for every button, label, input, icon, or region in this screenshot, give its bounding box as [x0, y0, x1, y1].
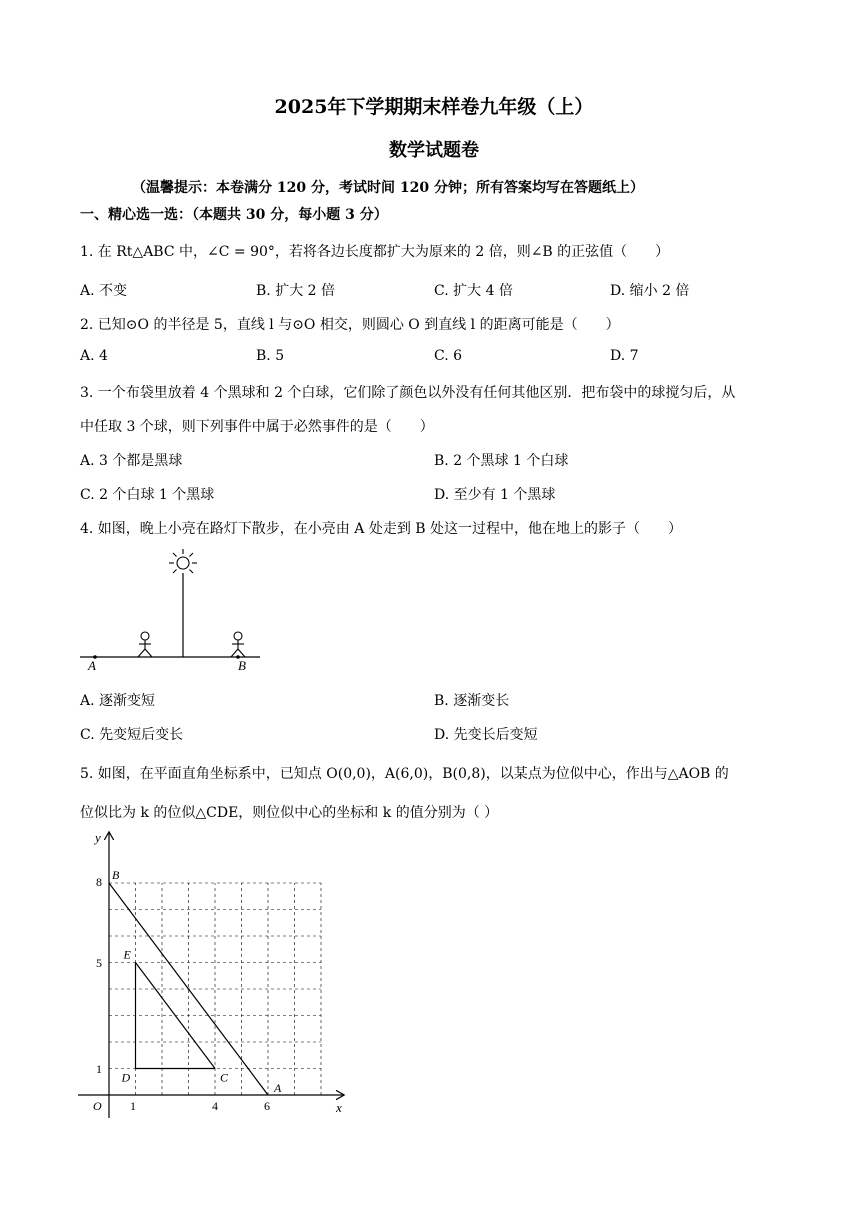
- q3-option-b: B. 2 个黑球 1 个白球: [434, 453, 569, 469]
- dashed-grid: [109, 883, 321, 1095]
- point-d-label: D: [121, 1070, 131, 1085]
- lamp-icon: [169, 549, 197, 573]
- q2-option-b: B. 5: [256, 348, 285, 364]
- y-tick-1: 1: [96, 1062, 102, 1076]
- q3-option-c: C. 2 个白球 1 个黑球: [80, 487, 215, 503]
- question-3-line2: 中任取 3 个球，则下列事件中属于必然事件的是（ ）: [80, 419, 434, 435]
- point-a-label: A: [274, 1081, 282, 1095]
- y-tick-5: 5: [96, 956, 102, 970]
- q1-option-a: A. 不变: [80, 283, 128, 299]
- q2-option-c: C. 6: [434, 348, 463, 364]
- person-left-icon: [138, 632, 152, 657]
- question-3-line1: 3. 一个布袋里放着 4 个黑球和 2 个白球，它们除了颜色以外没有任何其他区别．把布袋中的球搅匀后，从: [80, 385, 736, 401]
- question-2-text: 2. 已知⊙O 的半径是 5，直线 l 与⊙O 相交，则圆心 O 到直线 l 的距离可能是（ ）: [80, 317, 620, 333]
- q3-option-a: A. 3 个都是黑球: [80, 453, 183, 469]
- q1-option-d: D. 缩小 2 倍: [610, 283, 690, 299]
- exam-subtitle: 数学试题卷: [389, 140, 479, 161]
- exam-tip: （温馨提示：本卷满分 120 分，考试时间 120 分钟；所有答案均写在答题纸上）: [132, 180, 644, 196]
- q1-option-c: C. 扩大 4 倍: [434, 283, 513, 299]
- point-c-label: C: [220, 1070, 229, 1085]
- origin-label: O: [93, 1099, 102, 1113]
- question-5-line1: 5. 如图，在平面直角坐标系中，已知点 O(0,0)，A(6,0)，B(0,8)，以某点为位似中心，作出与△AOB 的: [80, 766, 729, 782]
- q3-option-d: D. 至少有 1 个黑球: [434, 487, 556, 503]
- question-5-line2: 位似比为 k 的位似△CDE，则位似中心的坐标和 k 的值分别为（ ）: [80, 805, 499, 821]
- coordinate-figure: [78, 825, 358, 1120]
- point-e-label: E: [123, 947, 131, 962]
- q2-option-d: D. 7: [610, 348, 639, 364]
- x-tick-1: 1: [130, 1099, 136, 1113]
- q4-option-d: D. 先变长后变短: [434, 727, 538, 743]
- section-heading: 一、精心选一选：（本题共 30 分，每小题 3 分）: [80, 207, 388, 223]
- question-1-text: 1. 在 Rt△ABC 中，∠C = 90°，若将各边长度都扩大为原来的 2 倍，则∠B 的正弦值（ ）: [80, 244, 670, 260]
- exam-title: 2025年下学期期末样卷九年级（上）: [274, 96, 594, 118]
- x-tick-6: 6: [264, 1099, 270, 1113]
- point-b-label: B: [112, 868, 120, 882]
- question-4-text: 4. 如图，晚上小亮在路灯下散步，在小亮由 A 处走到 B 处这一过程中，他在地上的影子（ ）: [80, 521, 683, 537]
- q4-option-b: B. 逐渐变长: [434, 693, 510, 709]
- person-right-icon: [231, 632, 245, 657]
- streetlight-figure: [78, 545, 268, 675]
- q4-option-a: A. 逐渐变短: [80, 693, 156, 709]
- x-tick-4: 4: [212, 1099, 218, 1113]
- x-axis-label: x: [336, 1100, 342, 1115]
- y-axis-label: y: [95, 830, 101, 845]
- q4-option-c: C. 先变短后变长: [80, 727, 184, 743]
- y-tick-8: 8: [96, 875, 102, 889]
- q1-option-b: B. 扩大 2 倍: [256, 283, 335, 299]
- q2-option-a: A. 4: [80, 348, 108, 364]
- label-b: B: [238, 658, 246, 673]
- label-a: A: [88, 658, 96, 673]
